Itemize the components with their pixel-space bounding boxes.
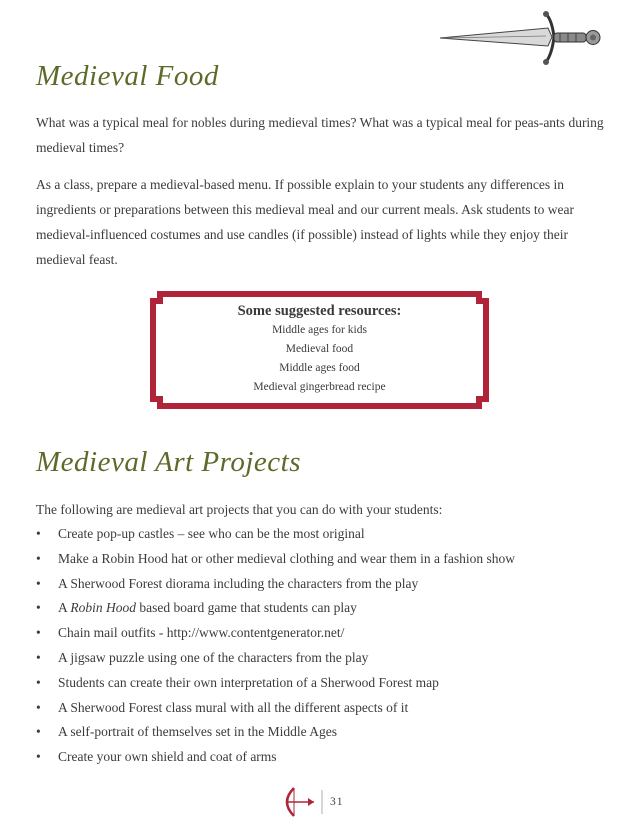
list-item-text: A Sherwood Forest diorama including the characters from the play (58, 575, 419, 591)
list-item-text: Students can create their own interpretation of a Sherwood Forest map (58, 674, 439, 690)
bullet: • (36, 600, 41, 616)
bullet: • (36, 649, 41, 665)
section-title-art-projects: Medieval Art Projects (36, 446, 301, 478)
list-item (36, 522, 616, 547)
resource-link-gingerbread-recipe[interactable]: Medieval gingerbread recipe (253, 381, 386, 393)
art-projects-list (36, 522, 616, 770)
resources-box (148, 289, 491, 411)
list-item-suffix: based board game that students can play (136, 600, 357, 616)
list-item (36, 671, 616, 696)
list-item-italic-title: Robin Hood (70, 600, 137, 616)
bullet: • (36, 550, 41, 566)
list-item (36, 720, 616, 745)
bullet: • (36, 699, 41, 715)
list-item-text: Create pop-up castles – see who can be the most original (58, 526, 365, 541)
art-projects-intro: The following are medieval art projects that you can do with your students: (36, 502, 443, 517)
bow-and-arrow-icon (282, 785, 362, 819)
resource-link-middle-ages-food[interactable]: Middle ages food (279, 362, 360, 374)
list-item-text: A jigsaw puzzle using one of the characters from the play (58, 649, 369, 665)
list-item (36, 621, 616, 646)
sword-icon (438, 6, 604, 66)
list-item (36, 547, 616, 572)
list-item-text: Chain mail outfits - http://www.contentgenerator.net/ (58, 625, 345, 641)
bullet: • (36, 749, 41, 765)
bullet: • (36, 724, 41, 740)
list-item (36, 572, 616, 597)
list-item (36, 696, 616, 721)
food-activity-paragraph: As a class, prepare a medieval-based menu. If possible explain to your students any differences in ingredients or preparations between this medieval meal and our current meals. Ask students to wear medieval-influenced costumes and use candles (if possible) instead of lights while they enjoy their medieval feast. (36, 177, 574, 267)
list-item-text: Make a Robin Hood hat or other medieval clothing and wear them in a fashion show (58, 550, 516, 566)
bullet: • (36, 575, 41, 591)
resource-link-medieval-food[interactable]: Medieval food (285, 343, 354, 355)
list-item-prefix: A (58, 600, 71, 616)
bullet: • (36, 625, 41, 641)
bullet: • (36, 526, 41, 541)
bullet: • (36, 674, 41, 690)
resource-link-middle-ages-for-kids[interactable]: Middle ages for kids (272, 324, 367, 336)
section-title-medieval-food: Medieval Food (36, 60, 219, 92)
list-item-text: A self-portrait of themselves set in the Middle Ages (58, 724, 337, 740)
resources-title: Some suggested resources: (237, 303, 402, 319)
list-item (36, 596, 616, 621)
list-item (36, 745, 616, 770)
food-question-paragraph: What was a typical meal for nobles during medieval times? What was a typical meal for peas-ants during medieval times? (36, 115, 604, 155)
list-item (36, 646, 616, 671)
page-number: 31 (330, 796, 344, 808)
list-item-text: A Sherwood Forest class mural with all the different aspects of it (58, 699, 409, 715)
list-item-text: Create your own shield and coat of arms (58, 749, 277, 765)
